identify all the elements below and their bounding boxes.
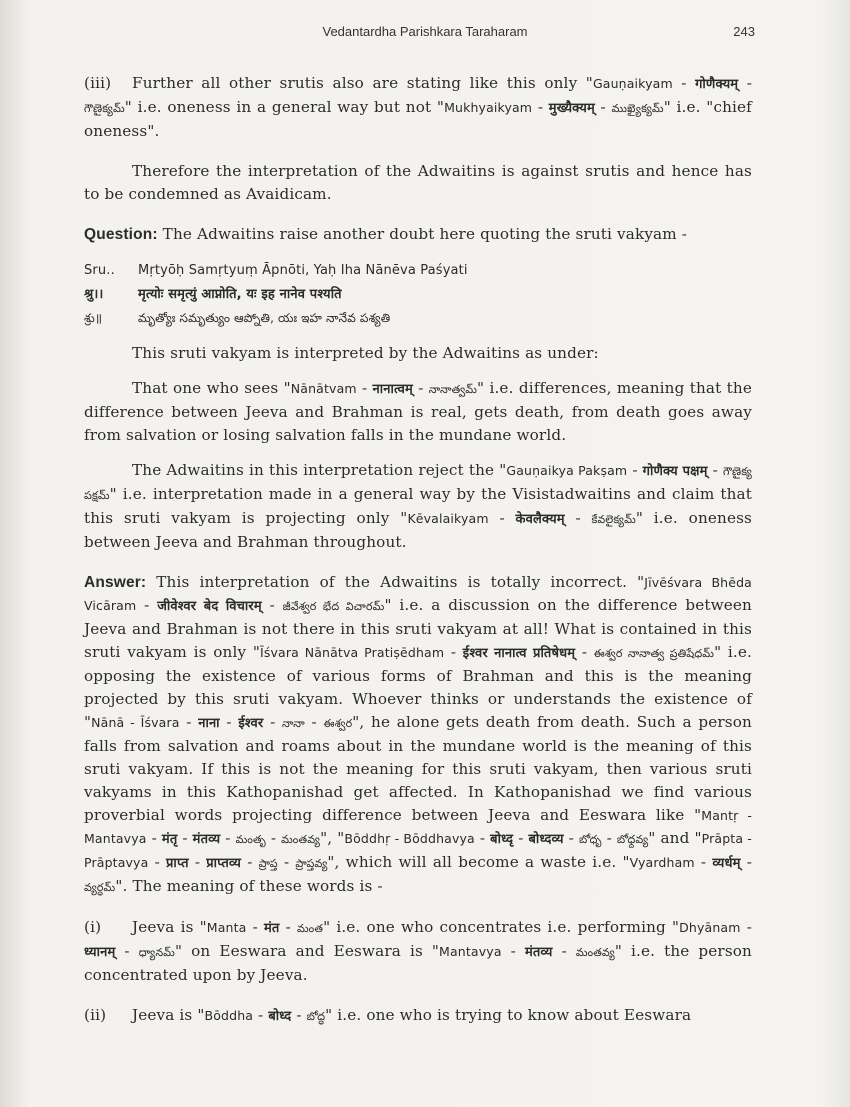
answer-label: Answer:	[84, 574, 147, 591]
item-label: (iii)	[84, 74, 112, 92]
sruti-quote-telugu: శ్రు॥ మృత్యోః సమృత్యుం ఆప్నోతి, యః ఇహ నానేవ పశ్యతి	[84, 310, 391, 325]
question-label: Question:	[84, 226, 158, 243]
paragraph-therefore: Therefore the interpretation of the Adwaitins is against srutis and hence has to be condemned as Avaidicam.	[84, 162, 752, 203]
page-number: 243	[733, 24, 755, 39]
list-item-ii: (ii) Jeeva is "Bōddha - बोध्द - బోద్ధ" i.e. one who is trying to know about Eeswara	[84, 1006, 692, 1024]
page-body	[84, 72, 752, 1028]
question-paragraph	[84, 223, 752, 246]
paragraph-reject: The Adwaitins in this interpretation reject the "Gauṇaikya Pakṣam - गोणैक्य पक्षम् - గౌణైక్య పక్షమ్" i.e. interpretation made in a general way by the Visistadwaitins and claim that this sruti vakyam is projecting only "Kēvalaikyam - केवलैक्यम् - కేవలైక్యమ్" i.e. oneness between Jeeva and Brahman throughout.	[84, 461, 752, 551]
answer-paragraph: Answer: This interpretation of the Adwaitins is totally incorrect. "Jīvēśvara Bhēda Vicāram - जीवेश्वर बेद विचारम् - జీవేశ్వర భేద విచారమ్" i.e. a discussion on the difference between Jeeva and Brahman is not there in this sruti vakyam at all! What is contained in this sruti vakyam is only "Īśvara Nānātva Pratiṣēdham - ईश्वर नानात्व प्रतिषेधम् - ఈశ్వర నానాత్వ ప్రతిషేధమ్" i.e. opposing the existence of various forms of Brahman and this is the meaning projected by this sruti vakyam. Whoever thinks or understands the existence of "Nānā - Īśvara - नाना - ईश्वर - నానా - ఈశ్వర", he alone gets death from death. Such a person falls from salvation and roams about in the mundane world is the meaning of this sruti vakyam. If this is not the meaning for this sruti vakyam, then various sruti vakyams in this Kathopanishad get affected. In Kathopanishad we find various proverbial words projecting difference between Jeeva and Eeswara like "Mantṛ - Mantavya - मंतृ - मंतव्य - మంతృ - మంతవ్య", "Bōddhṛ - Bōddhavya - बोध्दृ - बोध्दव्य - బోధృ - బోధ్దవ్య" and "Prāpta - Prāptavya - प्राप्त - प्राप्तव्य - ప్రాప్త - ప్రాప్తవ్య", which will all become a waste i.e. "Vyardham - व्यर्धम् - వ్యర్ధమ్". The meaning of these words is -	[84, 573, 753, 895]
paragraph-interpreted: This sruti vakyam is interpreted by the Adwaitins as under:	[132, 344, 599, 362]
running-title: Vedantardha Parishkara Taraharam	[322, 24, 528, 39]
paragraph-iii: (iii) Further all other srutis also are stating like this only "Gauṇaikyam - गोणैक्यम् - గౌణైక్యమ్" i.e. oneness in a general way but not "Mukhyaikyam - मुख्यैक्यम् - ముఖ్యైక్యమ్" i.e. "chief oneness".	[84, 74, 752, 140]
paragraph-one-who-sees: That one who sees "Nānātvam - नानात्वम् - నానాత్వమ్" i.e. differences, meaning that the difference between Jeeva and Brahman is real, gets death, from death goes away from salvation or losing salvation falls in the mundane world.	[84, 379, 752, 444]
sruti-quote-devanagari: श्रु।। मृत्योः समृत्युं आप्नोति, यः इह नानेव पश्यति	[84, 286, 342, 302]
page-header	[0, 20, 850, 44]
sruti-quote-roman: Sru.. Mṛtyōḥ Samṛtyuṃ Āpnōti, Yaḥ Iha Nānēva Paśyati	[84, 262, 468, 278]
list-item-i: (i) Jeeva is "Manta - मंत - మంత" i.e. one who concentrates i.e. performing "Dhyānam - ध्यानम् - ధ్యానమ్" on Eeswara and Eeswara is "Mantavya - मंतव्य - మంతవ్య" i.e. the person concentrated upon by Jeeva.	[84, 918, 752, 984]
question-text: The Adwaitins raise another doubt here quoting the sruti vakyam -	[162, 225, 688, 243]
